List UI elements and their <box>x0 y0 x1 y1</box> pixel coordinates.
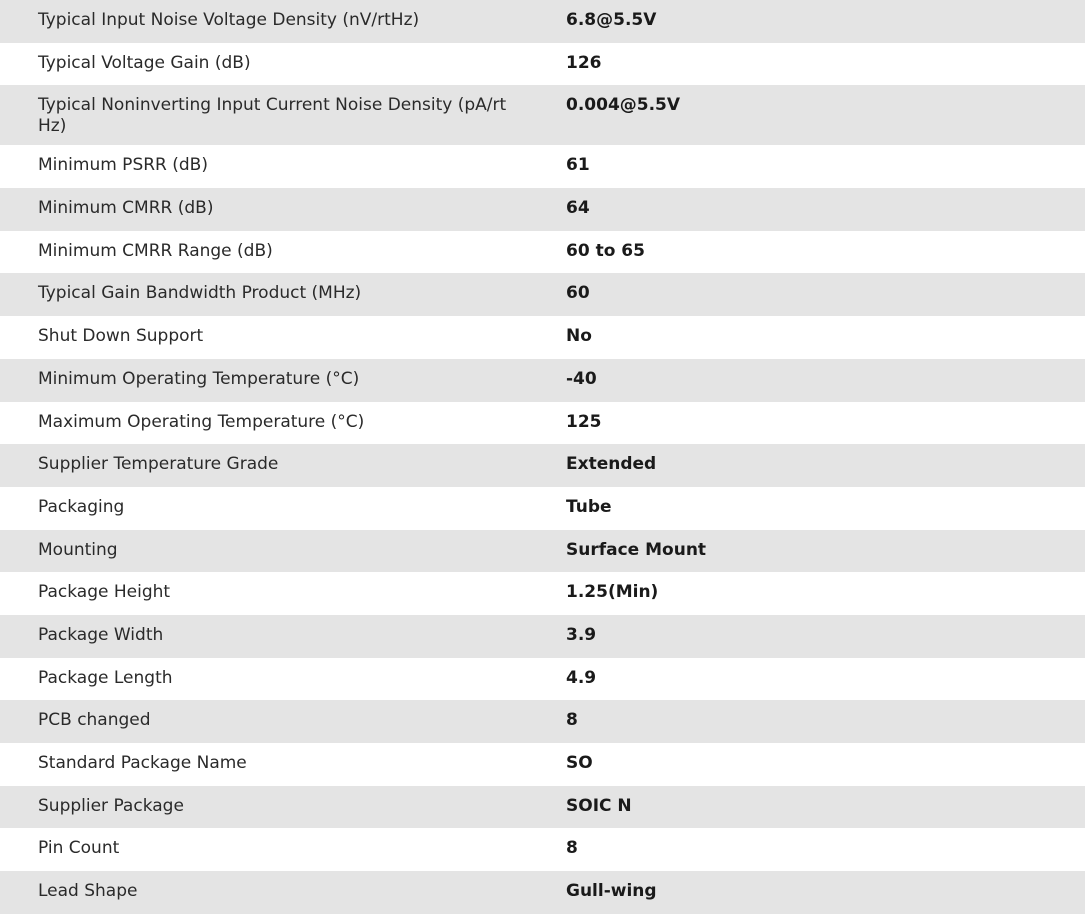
spec-name: Pin Count <box>0 828 566 871</box>
spec-row <box>0 402 1085 445</box>
spec-name: Packaging <box>0 487 566 530</box>
spec-name: PCB changed <box>0 700 566 743</box>
spec-name: Lead Shape <box>0 871 566 914</box>
spec-value: Extended <box>566 444 1085 487</box>
spec-value: Tube <box>566 487 1085 530</box>
spec-row <box>0 871 1085 914</box>
spec-value: SOIC N <box>566 786 1085 829</box>
spec-value: 8 <box>566 828 1085 871</box>
spec-name: Shut Down Support <box>0 316 566 359</box>
spec-value: 1.25(Min) <box>566 572 1085 615</box>
spec-row <box>0 743 1085 786</box>
spec-value: 64 <box>566 188 1085 231</box>
spec-name: Package Height <box>0 572 566 615</box>
spec-row <box>0 85 1085 145</box>
spec-name: Package Length <box>0 658 566 701</box>
spec-name: Minimum Operating Temperature (°C) <box>0 359 566 402</box>
spec-name: Standard Package Name <box>0 743 566 786</box>
spec-name: Minimum CMRR (dB) <box>0 188 566 231</box>
spec-row <box>0 786 1085 829</box>
spec-row <box>0 231 1085 274</box>
spec-row <box>0 188 1085 231</box>
spec-value: 4.9 <box>566 658 1085 701</box>
spec-name: Typical Noninverting Input Current Noise Density (pA/rt Hz) <box>0 85 566 145</box>
spec-name: Supplier Package <box>0 786 566 829</box>
spec-row <box>0 615 1085 658</box>
spec-row <box>0 145 1085 188</box>
spec-value: -40 <box>566 359 1085 402</box>
spec-row <box>0 273 1085 316</box>
spec-name: Typical Voltage Gain (dB) <box>0 43 566 86</box>
spec-value: 125 <box>566 402 1085 445</box>
spec-value: 126 <box>566 43 1085 86</box>
spec-row <box>0 359 1085 402</box>
spec-value: No <box>566 316 1085 359</box>
spec-value: 60 to 65 <box>566 231 1085 274</box>
spec-name: Maximum Operating Temperature (°C) <box>0 402 566 445</box>
spec-value: 0.004@5.5V <box>566 85 1085 145</box>
spec-value: 61 <box>566 145 1085 188</box>
spec-row <box>0 0 1085 43</box>
spec-row <box>0 700 1085 743</box>
spec-name: Typical Input Noise Voltage Density (nV/rtHz) <box>0 0 566 43</box>
spec-name: Typical Gain Bandwidth Product (MHz) <box>0 273 566 316</box>
spec-name: Supplier Temperature Grade <box>0 444 566 487</box>
spec-row <box>0 658 1085 701</box>
spec-row <box>0 572 1085 615</box>
spec-row <box>0 828 1085 871</box>
spec-row <box>0 316 1085 359</box>
spec-name: Minimum PSRR (dB) <box>0 145 566 188</box>
spec-value: Surface Mount <box>566 530 1085 573</box>
spec-name: Package Width <box>0 615 566 658</box>
spec-value: 8 <box>566 700 1085 743</box>
spec-value: 60 <box>566 273 1085 316</box>
spec-row <box>0 444 1085 487</box>
spec-row <box>0 43 1085 86</box>
spec-row <box>0 530 1085 573</box>
spec-value: Gull-wing <box>566 871 1085 914</box>
spec-value: 3.9 <box>566 615 1085 658</box>
spec-row <box>0 487 1085 530</box>
spec-name: Mounting <box>0 530 566 573</box>
spec-value: 6.8@5.5V <box>566 0 1085 43</box>
spec-name: Minimum CMRR Range (dB) <box>0 231 566 274</box>
spec-value: SO <box>566 743 1085 786</box>
